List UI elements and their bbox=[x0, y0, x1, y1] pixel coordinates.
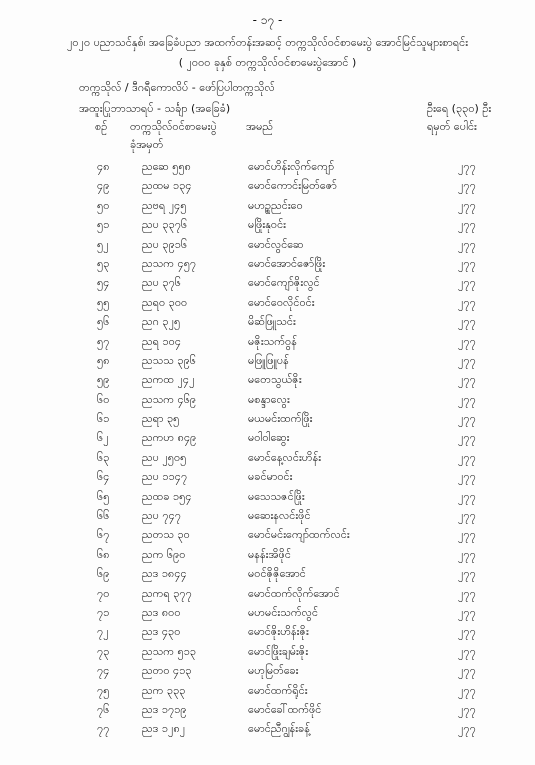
row-number: ၅၅ bbox=[97, 295, 110, 309]
table-row bbox=[0, 391, 535, 410]
table-row bbox=[0, 177, 535, 196]
roll-number: ညရာ ၃၅ bbox=[142, 412, 180, 426]
student-name: မဇိုးသက်ဝွန် bbox=[248, 334, 297, 348]
row-number: ၄၉ bbox=[97, 179, 110, 193]
table-row bbox=[0, 255, 535, 274]
roll-number: ညဒ ၈၀၀ bbox=[142, 605, 181, 619]
score-value: ၂၇၇ bbox=[458, 218, 476, 232]
table-row bbox=[0, 333, 535, 352]
roll-number: ညတ၀ ၄၁၃ bbox=[142, 664, 192, 678]
roll-number: ညဒ ၁၂၈၂ bbox=[142, 722, 186, 736]
table-row bbox=[0, 197, 535, 216]
table-row bbox=[0, 623, 535, 642]
table-row bbox=[0, 604, 535, 623]
row-number: ၅၃ bbox=[97, 256, 110, 270]
row-number: ၆၂ bbox=[97, 431, 109, 445]
table-row bbox=[0, 158, 535, 177]
roll-number: ညဒ ၁၇၁၉ bbox=[142, 702, 187, 716]
score-value: ၂၇၇ bbox=[458, 276, 476, 290]
table-row bbox=[0, 429, 535, 448]
student-name: မောင်ထက်ရိုင်း bbox=[248, 683, 308, 697]
document-subtitle: ( ၂၀၀၀ ခုနှစ် တက္ကသိုလ်ဝင်စာမေးပွဲအောင် ) bbox=[178, 56, 357, 69]
score-value: ၂၇၇ bbox=[458, 315, 476, 329]
score-value: ၂၇၇ bbox=[458, 683, 476, 697]
roll-number: ညပ ၃၃၇၆ bbox=[142, 218, 188, 232]
score-value: ၂၇၇ bbox=[458, 489, 476, 503]
table-row bbox=[0, 274, 535, 293]
row-number: ၅၄ bbox=[97, 276, 110, 290]
row-number: ၆၀ bbox=[97, 392, 110, 406]
student-name: မောင်ဖြိုးချမ်းဇိုး bbox=[248, 644, 309, 658]
student-name: မောင်မင်းကျော်ထက်လင်း bbox=[248, 528, 350, 542]
results-table bbox=[0, 158, 535, 740]
student-name: မဟုမြတ်ခေး bbox=[248, 664, 299, 678]
row-number: ၇၄ bbox=[97, 664, 110, 678]
row-number: ၆၅ bbox=[97, 489, 110, 503]
score-value: ၂၇၇ bbox=[458, 256, 476, 270]
table-row bbox=[0, 720, 535, 739]
score-value: ၂၇၇ bbox=[458, 722, 476, 736]
table-row bbox=[0, 643, 535, 662]
row-number: ၅၈ bbox=[97, 353, 110, 367]
row-number: ၅၁ bbox=[97, 218, 110, 232]
row-number: ၇၀ bbox=[97, 586, 110, 600]
student-name: မဖြိုးနုဝင်း bbox=[248, 218, 286, 232]
score-value: ၂၇၇ bbox=[458, 470, 476, 484]
score-value: ၂၇၇ bbox=[458, 664, 476, 678]
student-name: မောင်ဇိုးဟိန်းဇိုး bbox=[248, 625, 309, 639]
roll-number: ညကဟ ၈၄၉ bbox=[142, 431, 197, 445]
score-value: ၂၇၇ bbox=[458, 450, 476, 464]
row-number: ၅၂ bbox=[97, 237, 109, 251]
document-title: ၂၀၂၀ ပညာသင်နှစ်၊ အခြေခံပညာ အထက်တန်းအဆင့် တက္ကသိုလ်ဝင်စာမေးပွဲ အောင်မြင်သူများစာရင်း bbox=[66, 36, 469, 49]
score-value: ၂၇၇ bbox=[458, 605, 476, 619]
student-name: မောင်ဟိန်းလိုက်ကျော် bbox=[248, 160, 335, 173]
student-name: မယမင်းထက်ဖြိုး bbox=[248, 412, 313, 426]
roll-number: ညဆေ ၅၅၈ bbox=[142, 160, 191, 173]
table-row bbox=[0, 468, 535, 487]
table-row bbox=[0, 313, 535, 332]
row-number: ၇၁ bbox=[97, 605, 110, 619]
student-name: မတေသွယ်ဇိုး bbox=[248, 373, 302, 387]
table-row bbox=[0, 526, 535, 545]
student-name: မခင်မာဝင်း bbox=[248, 470, 293, 484]
table-row bbox=[0, 565, 535, 584]
roll-number: ညဂ ၃၂၅ bbox=[142, 315, 181, 329]
row-number: ၆၃ bbox=[97, 450, 110, 464]
roll-number: ညကရ ၃၇၇ bbox=[142, 586, 192, 600]
score-value: ၂၇၇ bbox=[458, 160, 476, 173]
table-row bbox=[0, 216, 535, 235]
table-row bbox=[0, 352, 535, 371]
roll-number: ညပ ၂၅၀၅ bbox=[142, 450, 187, 464]
page-number: - ၁၇ - bbox=[252, 13, 283, 27]
row-number: ၇၃ bbox=[97, 644, 110, 658]
row-number: ၆၈ bbox=[97, 547, 110, 561]
score-value: ၂၇၇ bbox=[458, 625, 476, 639]
table-row bbox=[0, 294, 535, 313]
student-name: မဖြူဖြူပန် bbox=[248, 353, 289, 367]
table-row bbox=[0, 410, 535, 429]
roll-number: ညက ၃၃၃ bbox=[142, 683, 186, 697]
row-number: ၇၆ bbox=[97, 702, 110, 716]
table-row bbox=[0, 662, 535, 681]
score-header: ရမှတ် ပေါင်း bbox=[427, 120, 477, 133]
roll-number: ညတသ ၃၀ bbox=[142, 528, 190, 542]
column-header-roll: တက္ကသိုလ်ဝင်စာမေးပွဲ bbox=[130, 120, 217, 133]
roll-number: ညဒ ၁၈၄၄ bbox=[142, 567, 187, 581]
student-name: မောင်ညီဂျွန်းခန့် bbox=[248, 722, 310, 736]
roll-number: ညက ၆၉၀ bbox=[142, 547, 186, 561]
table-row bbox=[0, 585, 535, 604]
row-number: ၅၀ bbox=[97, 198, 110, 212]
row-number: ၆၉ bbox=[97, 567, 110, 581]
row-number: ၅၆ bbox=[97, 315, 110, 329]
roll-number: ညသက ၄၅၇ bbox=[142, 256, 197, 270]
student-name: မဟဉ္စညင်းဝေ bbox=[248, 198, 303, 212]
table-row bbox=[0, 682, 535, 701]
student-name: မောင်ဝေလိုင်ဝင်း bbox=[248, 295, 315, 309]
row-number: ၄၈ bbox=[97, 160, 110, 173]
score-value: ၂၇၇ bbox=[458, 373, 476, 387]
roll-number: ညဒ ၄၃၀ bbox=[142, 625, 181, 639]
score-value: ၂၇၇ bbox=[458, 179, 476, 193]
student-name: မောင်အောင်ဇော်ဖြိုး bbox=[248, 256, 326, 270]
score-value: ၂၇၇ bbox=[458, 702, 476, 716]
quota-label: ဦးရေ (၃၃၀) ဦး bbox=[427, 102, 492, 115]
row-number: ၇၅ bbox=[97, 683, 110, 697]
score-value: ၂၇၇ bbox=[458, 295, 476, 309]
table-row bbox=[0, 236, 535, 255]
table-row bbox=[0, 701, 535, 720]
row-number: ၆၄ bbox=[97, 470, 110, 484]
score-value: ၂၇၇ bbox=[458, 353, 476, 367]
score-value: ၂၇၇ bbox=[458, 528, 476, 542]
student-name: မောင်လွင်ဆေ bbox=[248, 237, 304, 251]
student-name: မဆေးနလင်းဖိုင် bbox=[248, 509, 311, 523]
roll-number: ညပ ၇၄၇ bbox=[142, 509, 181, 523]
roll-number: ညထခ ၁၅၄ bbox=[142, 489, 192, 503]
row-number: ၇၂ bbox=[97, 625, 109, 639]
score-value: ၂၇၇ bbox=[458, 586, 476, 600]
row-number: ၅၉ bbox=[97, 373, 110, 387]
school-line: တက္ကသိုလ် / ဒီဂရီကောလိပ် - ဖော်ပြပါတက္ကသိုလ် bbox=[79, 81, 275, 94]
score-value: ၂၇၇ bbox=[458, 198, 476, 212]
roll-number: ညသသ ၃၉၆ bbox=[142, 353, 196, 367]
row-number: ၅၇ bbox=[97, 334, 110, 348]
roll-number: ညကထ ၂၄၂ bbox=[142, 373, 195, 387]
table-row bbox=[0, 488, 535, 507]
score-value: ၂၇၇ bbox=[458, 431, 476, 445]
student-name: မဟမင်းသက်လွင် bbox=[248, 605, 319, 619]
score-value: ၂၇၇ bbox=[458, 547, 476, 561]
roll-number: ညထမ ၁၃၄ bbox=[142, 179, 192, 193]
roll-number: ညဗရ ၂၄၅ bbox=[142, 198, 187, 212]
student-name: မောင်ထက်လိုက်အောင် bbox=[248, 586, 340, 600]
score-value: ၂၇၇ bbox=[458, 567, 476, 581]
student-name: မနန်းအိဖိုင် bbox=[248, 547, 291, 561]
student-name: မဝင်ဇိုဇိုအောင် bbox=[248, 567, 306, 581]
student-name: မောင်ခေါ်ထက်ဖိုင် bbox=[248, 702, 322, 716]
student-name: မောင်နေ့လင်းဟိန်း bbox=[248, 450, 322, 464]
score-value: ၂၇၇ bbox=[458, 412, 476, 426]
student-name: မိဆ်ဖြူသင်း bbox=[248, 315, 296, 329]
roll-number: ညသက ၅၁၃ bbox=[142, 644, 197, 658]
row-number: ၆၁ bbox=[97, 412, 110, 426]
row-number: ၇၇ bbox=[97, 722, 110, 736]
score-value: ၂၇၇ bbox=[458, 644, 476, 658]
student-name: မောင်ကောင်းမြတ်ဇော် bbox=[248, 179, 337, 193]
row-number: ၆၇ bbox=[97, 528, 110, 542]
student-name: မသေသဇင်ဖြိုး bbox=[248, 489, 305, 503]
table-row bbox=[0, 449, 535, 468]
column-header-roll-2: ခုံအမှတ် bbox=[130, 138, 164, 151]
roll-number: ညပ ၃၉၁၆ bbox=[142, 237, 188, 251]
score-value: ၂၇၇ bbox=[458, 334, 476, 348]
roll-number: ညရ ၁၀၄ bbox=[142, 334, 182, 348]
roll-number: ညရ၀ ၃၀၀ bbox=[142, 295, 188, 309]
subject-line: အထူးပြုဘာသာရပ် - သင်္ချာ (အခြေခံ) bbox=[79, 102, 231, 115]
table-row bbox=[0, 546, 535, 565]
table-row bbox=[0, 507, 535, 526]
roll-number: ညသက ၄၆၉ bbox=[142, 392, 197, 406]
roll-number: ညပ ၁၁၄၇ bbox=[142, 470, 188, 484]
student-name: မောင်ကျော်ဇိုးလွင် bbox=[248, 276, 320, 290]
score-value: ၂၇၇ bbox=[458, 392, 476, 406]
student-name: မစန္ဒာလွေး bbox=[248, 392, 290, 406]
row-number: ၆၆ bbox=[97, 509, 110, 523]
roll-number: ညပ ၃၇၆ bbox=[142, 276, 181, 290]
student-name: မဝါဝါဆွေး bbox=[248, 431, 290, 445]
table-row bbox=[0, 371, 535, 390]
score-value: ၂၇၇ bbox=[458, 237, 476, 251]
score-value: ၂၇၇ bbox=[458, 509, 476, 523]
column-header-no: စဉ် bbox=[95, 120, 108, 133]
column-header-name: အမည် bbox=[246, 120, 274, 133]
